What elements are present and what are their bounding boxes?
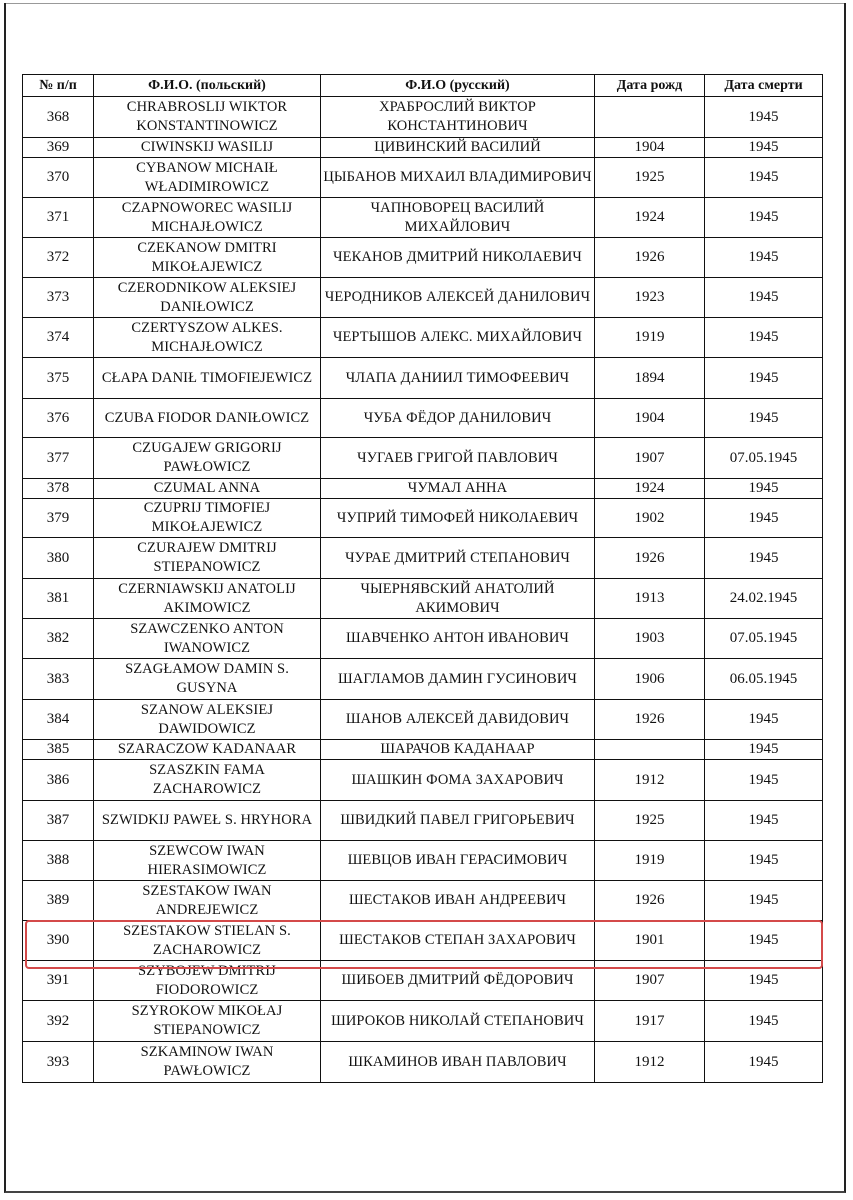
table-row (23, 158, 823, 198)
cell-name-ru: ЧУРАЕ ДМИТРИЙ СТЕПАНОВИЧ (321, 538, 595, 579)
cell-num: 372 (23, 238, 94, 278)
cell-name-pl: SZANOW ALEKSIEJ DAWIDOWICZ (94, 700, 321, 740)
header-name-ru: Ф.И.О (русский) (321, 75, 595, 97)
cell-name-ru: ЧУПРИЙ ТИМОФЕЙ НИКОЛАЕВИЧ (321, 499, 595, 538)
header-row (23, 75, 823, 97)
cell-num: 392 (23, 1001, 94, 1042)
cell-name-pl: SZASZKIN FAMA ZACHAROWICZ (94, 760, 321, 801)
cell-name-pl: CYBANOW MICHAIŁ WŁADIMIROWICZ (94, 158, 321, 198)
cell-name-pl: SZAGŁAMOW DAMIN S. GUSYNA (94, 659, 321, 700)
cell-name-pl: SZESTAKOW STIELAN S. ZACHAROWICZ (94, 921, 321, 961)
cell-death: 1945 (705, 318, 823, 358)
table-row (23, 961, 823, 1001)
cell-name-ru: ШАШКИН ФОМА ЗАХАРОВИЧ (321, 760, 595, 801)
cell-birth: 1913 (595, 579, 705, 619)
table-row (23, 1001, 823, 1042)
cell-name-ru: ЧУБА ФЁДОР ДАНИЛОВИЧ (321, 399, 595, 438)
cell-birth: 1904 (595, 399, 705, 438)
cell-name-ru: ШВИДКИЙ ПАВЕЛ ГРИГОРЬЕВИЧ (321, 801, 595, 841)
table-row (23, 438, 823, 479)
cell-name-ru: ЦИВИНСКИЙ ВАСИЛИЙ (321, 138, 595, 158)
table-row (23, 619, 823, 659)
cell-birth: 1917 (595, 1001, 705, 1042)
cell-name-ru: ШЕСТАКОВ СТЕПАН ЗАХАРОВИЧ (321, 921, 595, 961)
cell-death: 06.05.1945 (705, 659, 823, 700)
cell-death: 1945 (705, 278, 823, 318)
cell-name-ru: ЧЕКАНОВ ДМИТРИЙ НИКОЛАЕВИЧ (321, 238, 595, 278)
cell-birth: 1926 (595, 700, 705, 740)
cell-name-pl: SZYBOJEW DMITRIJ FIODOROWICZ (94, 961, 321, 1001)
table-row (23, 1042, 823, 1083)
cell-birth: 1926 (595, 238, 705, 278)
cell-death: 1945 (705, 198, 823, 238)
cell-death: 1945 (705, 881, 823, 921)
cell-name-ru: ШИБОЕВ ДМИТРИЙ ФЁДОРОВИЧ (321, 961, 595, 1001)
table-row (23, 358, 823, 399)
records-table (22, 74, 823, 1083)
cell-birth: 1926 (595, 538, 705, 579)
cell-name-ru: ШЕСТАКОВ ИВАН АНДРЕЕВИЧ (321, 881, 595, 921)
cell-name-pl: SZWIDKIJ PAWEŁ S. HRYHORA (94, 801, 321, 841)
table-row (23, 138, 823, 158)
cell-birth: 1923 (595, 278, 705, 318)
cell-num: 376 (23, 399, 94, 438)
cell-name-pl: SZKAMINOW IWAN PAWŁOWICZ (94, 1042, 321, 1083)
cell-num: 380 (23, 538, 94, 579)
cell-name-pl: CZUMAL ANNA (94, 479, 321, 499)
cell-num: 385 (23, 740, 94, 760)
cell-death: 07.05.1945 (705, 438, 823, 479)
cell-death: 1945 (705, 740, 823, 760)
cell-death: 1945 (705, 921, 823, 961)
cell-death: 1945 (705, 138, 823, 158)
header-name-pl: Ф.И.О. (польский) (94, 75, 321, 97)
cell-name-pl: SZAWCZENKO ANTON IWANOWICZ (94, 619, 321, 659)
cell-birth: 1919 (595, 841, 705, 881)
cell-name-ru: ЧЫЕРНЯВСКИЙ АНАТОЛИЙ АКИМОВИЧ (321, 579, 595, 619)
cell-birth: 1912 (595, 1042, 705, 1083)
cell-death: 24.02.1945 (705, 579, 823, 619)
table-row (23, 499, 823, 538)
table-row (23, 760, 823, 801)
cell-death: 1945 (705, 479, 823, 499)
cell-num: 368 (23, 97, 94, 138)
cell-birth: 1904 (595, 138, 705, 158)
cell-name-ru: ЦЫБАНОВ МИХАИЛ ВЛАДИМИРОВИЧ (321, 158, 595, 198)
cell-birth: 1924 (595, 198, 705, 238)
cell-num: 373 (23, 278, 94, 318)
cell-death: 1945 (705, 399, 823, 438)
cell-death: 07.05.1945 (705, 619, 823, 659)
cell-num: 383 (23, 659, 94, 700)
cell-name-ru: ЧЛАПА ДАНИИЛ ТИМОФЕЕВИЧ (321, 358, 595, 399)
cell-name-ru: ШАГЛАМОВ ДАМИН ГУСИНОВИЧ (321, 659, 595, 700)
cell-name-ru: ШИРОКОВ НИКОЛАЙ СТЕПАНОВИЧ (321, 1001, 595, 1042)
cell-name-pl: SZESTAKOW IWAN ANDREJEWICZ (94, 881, 321, 921)
table-row (23, 97, 823, 138)
header-num: № п/п (23, 75, 94, 97)
cell-birth (595, 97, 705, 138)
table-row (23, 538, 823, 579)
cell-name-pl: CHRABROSLIJ WIKTOR KONSTANTINOWICZ (94, 97, 321, 138)
table-row (23, 318, 823, 358)
cell-name-pl: CZUBA FIODOR DANIŁOWICZ (94, 399, 321, 438)
cell-name-ru: ШЕВЦОВ ИВАН ГЕРАСИМОВИЧ (321, 841, 595, 881)
cell-name-ru: ЧЕРОДНИКОВ АЛЕКСЕЙ ДАНИЛОВИЧ (321, 278, 595, 318)
cell-birth: 1906 (595, 659, 705, 700)
cell-num: 384 (23, 700, 94, 740)
cell-name-ru: ШАРАЧОВ КАДАНААР (321, 740, 595, 760)
cell-num: 378 (23, 479, 94, 499)
header-birth: Дата рожд (595, 75, 705, 97)
cell-birth: 1925 (595, 158, 705, 198)
cell-death: 1945 (705, 841, 823, 881)
cell-num: 382 (23, 619, 94, 659)
cell-num: 369 (23, 138, 94, 158)
table-row (23, 740, 823, 760)
cell-num: 393 (23, 1042, 94, 1083)
cell-death: 1945 (705, 700, 823, 740)
cell-num: 391 (23, 961, 94, 1001)
table-row (23, 921, 823, 961)
cell-birth: 1919 (595, 318, 705, 358)
cell-birth: 1912 (595, 760, 705, 801)
cell-num: 375 (23, 358, 94, 399)
cell-num: 387 (23, 801, 94, 841)
cell-name-ru: ХРАБРОСЛИЙ ВИКТОР КОНСТАНТИНОВИЧ (321, 97, 595, 138)
cell-name-pl: CZUGAJEW GRIGORIJ PAWŁOWICZ (94, 438, 321, 479)
cell-birth (595, 740, 705, 760)
cell-name-pl: CZERODNIKOW ALEKSIEJ DANIŁOWICZ (94, 278, 321, 318)
table-row (23, 278, 823, 318)
cell-birth: 1901 (595, 921, 705, 961)
cell-name-pl: CZERTYSZOW ALKES. MICHAJŁOWICZ (94, 318, 321, 358)
cell-num: 377 (23, 438, 94, 479)
cell-name-pl: SZARACZOW KADANAAR (94, 740, 321, 760)
table-row (23, 801, 823, 841)
cell-death: 1945 (705, 538, 823, 579)
cell-birth: 1926 (595, 881, 705, 921)
cell-name-ru: ЧАПНОВОРЕЦ ВАСИЛИЙ МИХАЙЛОВИЧ (321, 198, 595, 238)
cell-birth: 1902 (595, 499, 705, 538)
cell-name-ru: ШАВЧЕНКО АНТОН ИВАНОВИЧ (321, 619, 595, 659)
cell-birth: 1894 (595, 358, 705, 399)
cell-birth: 1907 (595, 438, 705, 479)
cell-num: 371 (23, 198, 94, 238)
cell-name-ru: ШАНОВ АЛЕКСЕЙ ДАВИДОВИЧ (321, 700, 595, 740)
cell-num: 379 (23, 499, 94, 538)
cell-death: 1945 (705, 358, 823, 399)
cell-name-pl: CZERNIAWSKIJ ANATOLIJ AKIMOWICZ (94, 579, 321, 619)
cell-death: 1945 (705, 238, 823, 278)
cell-name-pl: SZYROKOW MIKOŁAJ STIEPANOWICZ (94, 1001, 321, 1042)
table-row (23, 198, 823, 238)
cell-num: 374 (23, 318, 94, 358)
cell-name-ru: ШКАМИНОВ ИВАН ПАВЛОВИЧ (321, 1042, 595, 1083)
cell-death: 1945 (705, 760, 823, 801)
cell-birth: 1924 (595, 479, 705, 499)
cell-name-pl: CZAPNOWOREC WASILIJ MICHAJŁOWICZ (94, 198, 321, 238)
table-row (23, 841, 823, 881)
header-death: Дата смерти (705, 75, 823, 97)
table-body (23, 97, 823, 1083)
table-row (23, 700, 823, 740)
cell-birth: 1907 (595, 961, 705, 1001)
cell-name-pl: SZEWCOW IWAN HIERASIMOWICZ (94, 841, 321, 881)
cell-name-pl: CŁAPA DANIŁ TIMOFIEJEWICZ (94, 358, 321, 399)
cell-name-ru: ЧУМАЛ АННА (321, 479, 595, 499)
cell-name-pl: CZURAJEW DMITRIJ STIEPANOWICZ (94, 538, 321, 579)
table-row (23, 659, 823, 700)
cell-name-ru: ЧУГАЕВ ГРИГОЙ ПАВЛОВИЧ (321, 438, 595, 479)
cell-num: 386 (23, 760, 94, 801)
cell-name-pl: CIWINSKIJ WASILIJ (94, 138, 321, 158)
cell-num: 370 (23, 158, 94, 198)
cell-birth: 1925 (595, 801, 705, 841)
cell-death: 1945 (705, 1001, 823, 1042)
table-row (23, 399, 823, 438)
cell-death: 1945 (705, 801, 823, 841)
cell-num: 381 (23, 579, 94, 619)
table-row (23, 881, 823, 921)
cell-name-pl: CZEKANOW DMITRI MIKOŁAJEWICZ (94, 238, 321, 278)
cell-num: 390 (23, 921, 94, 961)
cell-name-ru: ЧЕРТЫШОВ АЛЕКС. МИХАЙЛОВИЧ (321, 318, 595, 358)
table-row (23, 479, 823, 499)
table-row (23, 579, 823, 619)
table-row (23, 238, 823, 278)
cell-num: 389 (23, 881, 94, 921)
cell-birth: 1903 (595, 619, 705, 659)
cell-death: 1945 (705, 158, 823, 198)
cell-death: 1945 (705, 1042, 823, 1083)
cell-num: 388 (23, 841, 94, 881)
cell-death: 1945 (705, 97, 823, 138)
cell-name-pl: CZUPRIJ TIMOFIEJ MIKOŁAJEWICZ (94, 499, 321, 538)
cell-death: 1945 (705, 499, 823, 538)
cell-death: 1945 (705, 961, 823, 1001)
